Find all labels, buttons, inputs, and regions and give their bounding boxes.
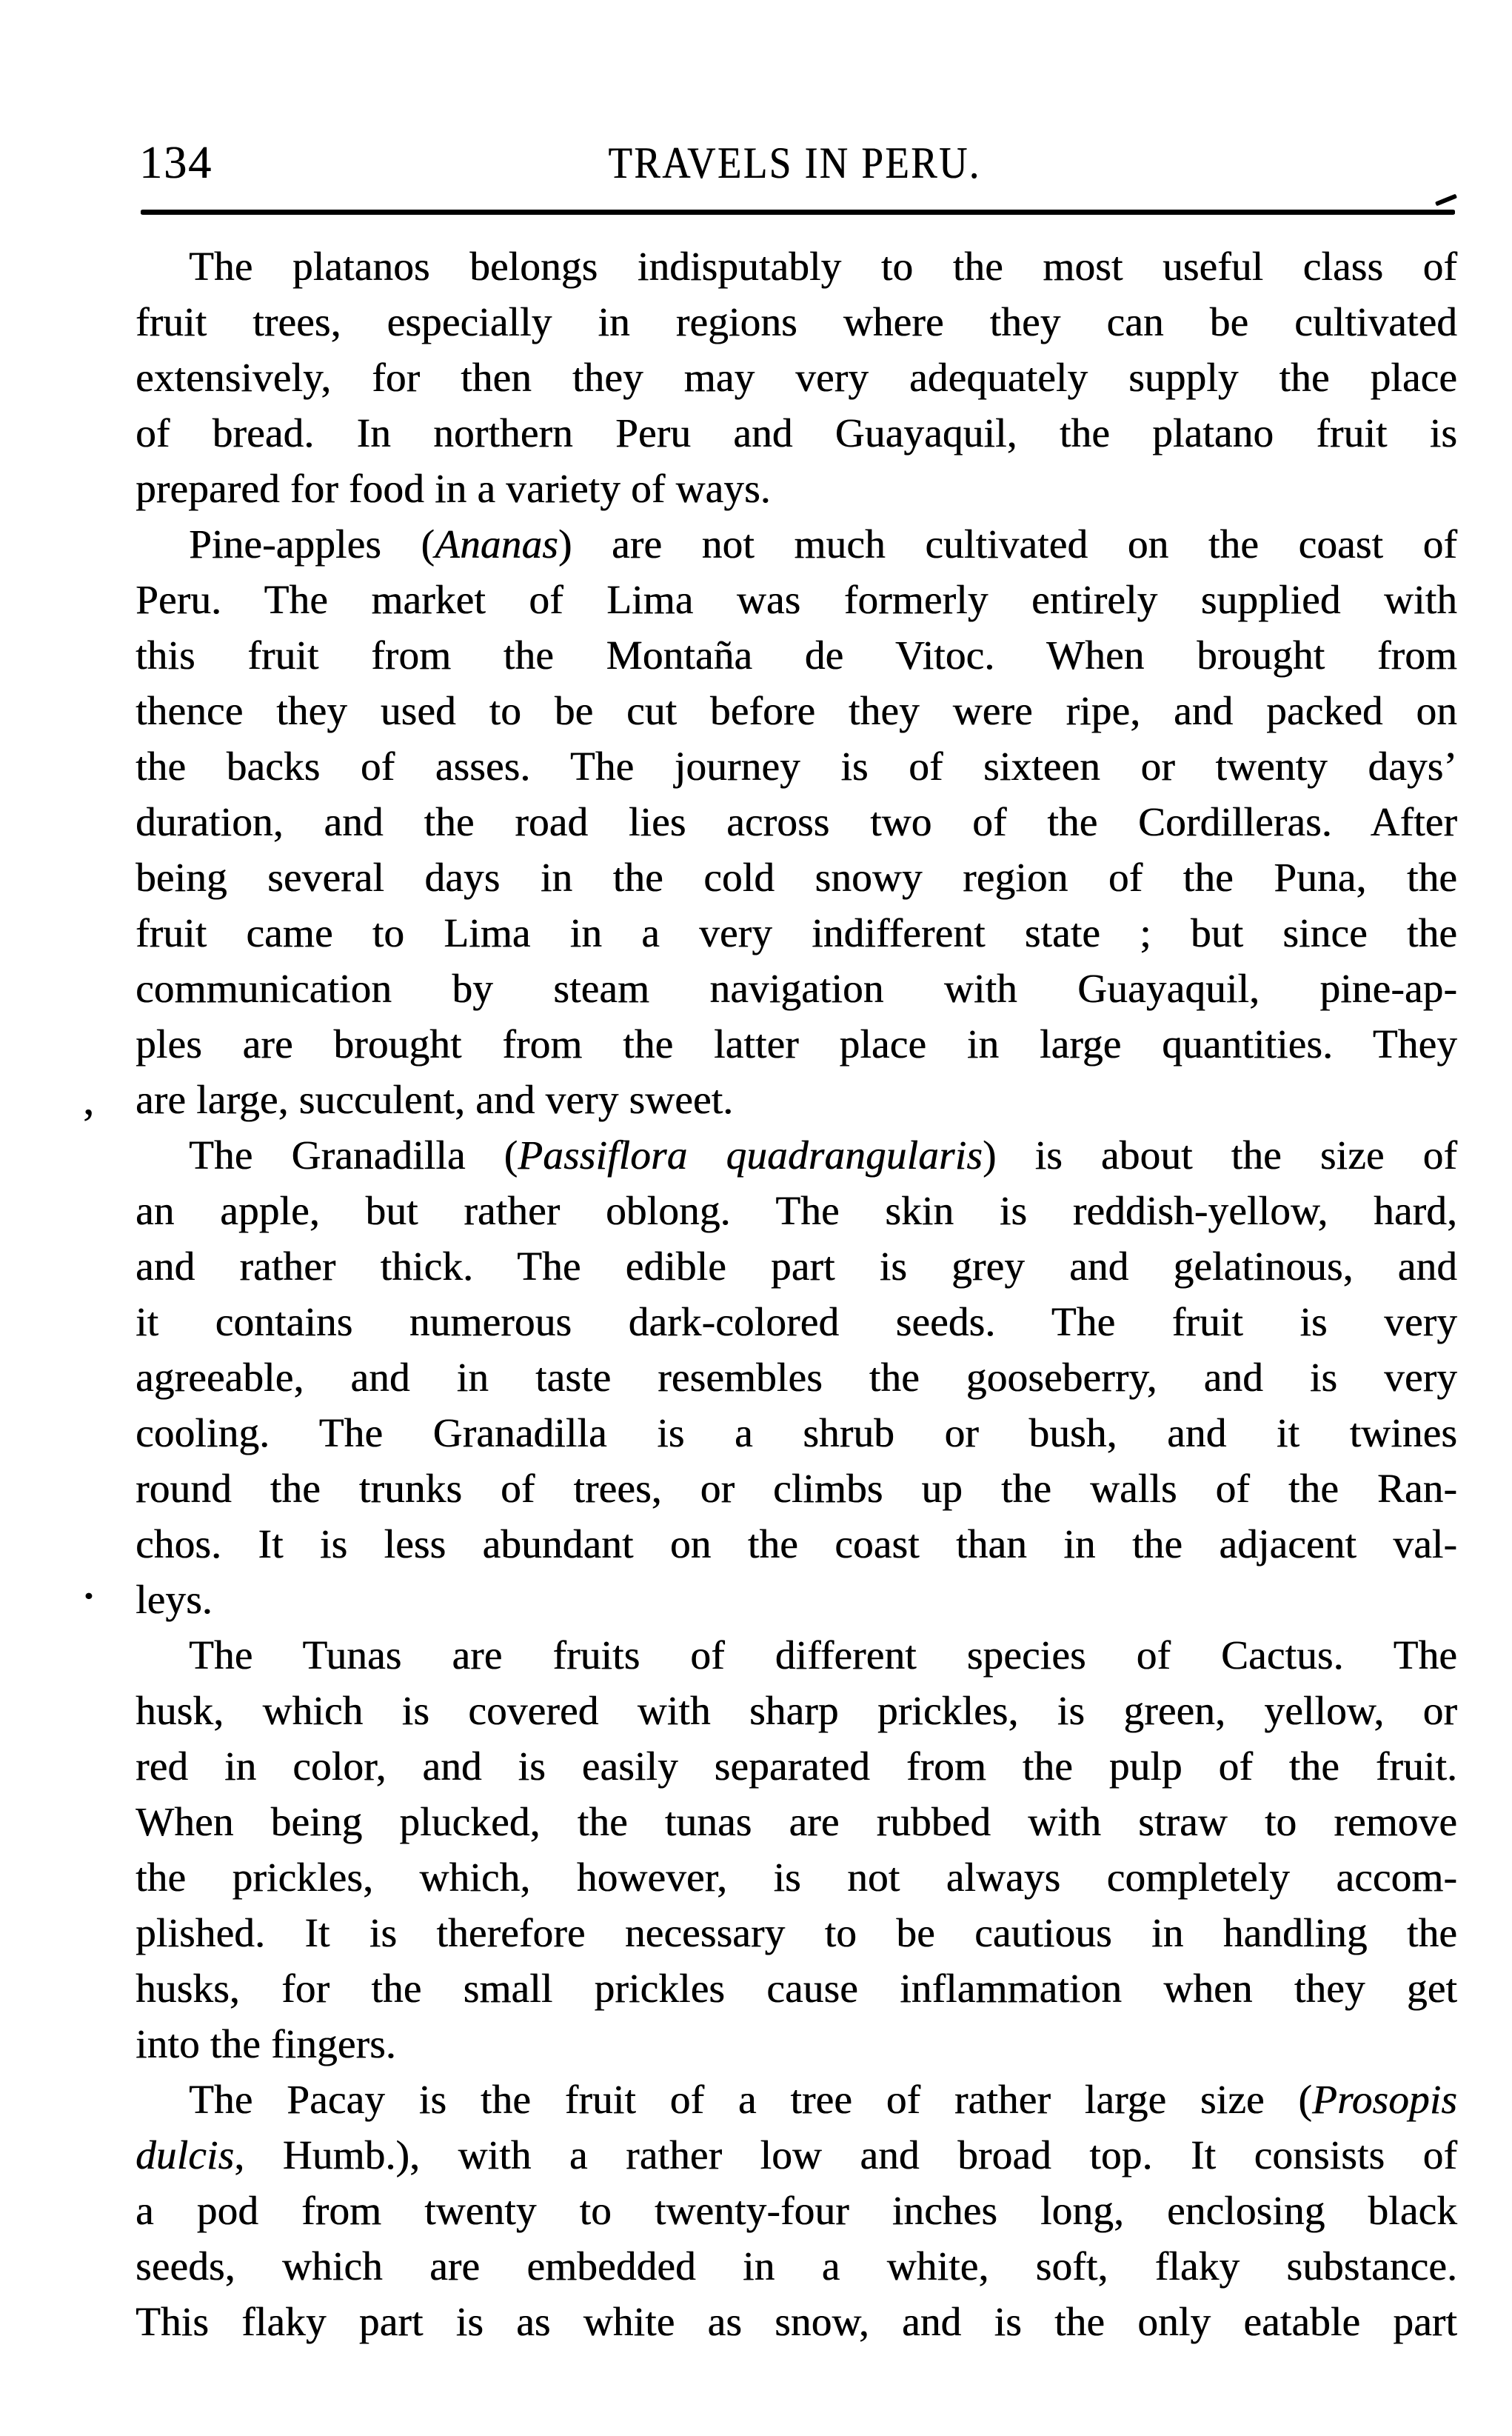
- text-line: red in color, and is easily separated from the pulp of the fruit.: [136, 1743, 1457, 1789]
- text-line: an apple, but rather oblong. The skin is reddish-yellow, hard,: [136, 1188, 1457, 1233]
- page-number: 134: [139, 138, 213, 188]
- text-line: The platanos belongs indisputably to the most useful class of: [189, 244, 1457, 289]
- paragraph: [136, 2072, 1457, 2349]
- text-segment: ) is about the size of: [982, 1132, 1457, 1178]
- text-line: extensively, for then they may very adequately supply the place: [136, 355, 1457, 400]
- paragraph: [136, 516, 1457, 1127]
- text-line: leys.: [136, 1577, 213, 1622]
- margin-dot-mark: ·: [80, 1568, 98, 1625]
- text-line: Peru. The market of Lima was formerly entirely supplied with: [136, 577, 1457, 622]
- text-line: fruit came to Lima in a very indifferent state ; but since the: [136, 910, 1457, 955]
- paragraph: [136, 1627, 1457, 2072]
- text-segment: The Pacay is the fruit of a tree of rather large size (: [189, 2077, 1313, 2122]
- text-line: When being plucked, the tunas are rubbed with straw to remove: [136, 1799, 1457, 1844]
- header-rule: [141, 210, 1455, 215]
- text-line: this fruit from the Montaña de Vitoc. When brought from: [136, 633, 1457, 678]
- text-line: the prickles, which, however, is not always completely accom-: [136, 1855, 1457, 1900]
- text-line: are large, succulent, and very sweet.: [136, 1077, 734, 1122]
- text-line: round the trunks of trees, or climbs up the walls of the Ran-: [136, 1466, 1457, 1511]
- text-line: it contains numerous dark-colored seeds. The fruit is very: [136, 1299, 1457, 1344]
- text-line: being several days in the cold snowy region of the Puna, the: [136, 855, 1457, 900]
- text-line: [136, 516, 1457, 572]
- text-segment: The Granadilla (: [189, 1132, 518, 1178]
- text-line: fruit trees, especially in regions where they can be cultivated: [136, 299, 1457, 344]
- text-line: of bread. In northern Peru and Guayaquil, the platano fruit is: [136, 410, 1457, 456]
- text-line: agreeable, and in taste resembles the gooseberry, and is very: [136, 1355, 1457, 1400]
- text-segment: Pine-apples (: [189, 521, 435, 567]
- text-line: [136, 2127, 1457, 2183]
- text-line: duration, and the road lies across two of the Cordilleras. After: [136, 799, 1457, 844]
- text-line: thence they used to be cut before they were ripe, and packed on: [136, 688, 1457, 733]
- text-line: [136, 1127, 1457, 1183]
- text-line: the backs of asses. The journey is of sixteen or twenty days’: [136, 744, 1457, 789]
- paragraph: [136, 1127, 1457, 1627]
- text-line: cooling. The Granadilla is a shrub or bush, and it twines: [136, 1410, 1457, 1455]
- margin-comma-mark: ,: [83, 1075, 94, 1124]
- italic-text: Prosopis: [1312, 2077, 1457, 2122]
- text-line: The Tunas are fruits of different species of Cactus. The: [189, 1632, 1457, 1678]
- text-line: [136, 2072, 1457, 2127]
- italic-text: Passiflora quadrangularis: [518, 1132, 983, 1178]
- text-line: a pod from twenty to twenty-four inches long, enclosing black: [136, 2188, 1457, 2233]
- text-line: and rather thick. The edible part is grey and gelatinous, and: [136, 1244, 1457, 1289]
- italic-text: Ananas: [435, 521, 558, 567]
- text-line: seeds, which are embedded in a white, soft, flaky substance.: [136, 2243, 1457, 2289]
- text-segment: ) are not much cultivated on the coast of: [558, 521, 1457, 567]
- text-line: This flaky part is as white as snow, and is the only eatable part: [136, 2299, 1457, 2344]
- paragraph: [136, 238, 1457, 516]
- text-line: ples are brought from the latter place in large quantities. They: [136, 1021, 1457, 1067]
- text-line: communication by steam navigation with Guayaquil, pine-ap-: [136, 966, 1457, 1011]
- running-title: TRAVELS IN PERU.: [608, 139, 981, 187]
- text-line: husks, for the small prickles cause inflammation when they get: [136, 1966, 1457, 2011]
- text-segment: , Humb.), with a rather low and broad top. It consists of: [234, 2132, 1457, 2178]
- text-line: husk, which is covered with sharp prickles, is green, yellow, or: [136, 1688, 1457, 1733]
- header-rule-tick: [1435, 194, 1457, 207]
- italic-text: dulcis: [136, 2132, 235, 2178]
- text-line: into the fingers.: [136, 2021, 396, 2066]
- text-line: chos. It is less abundant on the coast than in the adjacent val-: [136, 1521, 1457, 1566]
- page-text: [136, 238, 1457, 2349]
- text-line: plished. It is therefore necessary to be cautious in handling the: [136, 1910, 1457, 1955]
- text-line: prepared for food in a variety of ways.: [136, 466, 771, 511]
